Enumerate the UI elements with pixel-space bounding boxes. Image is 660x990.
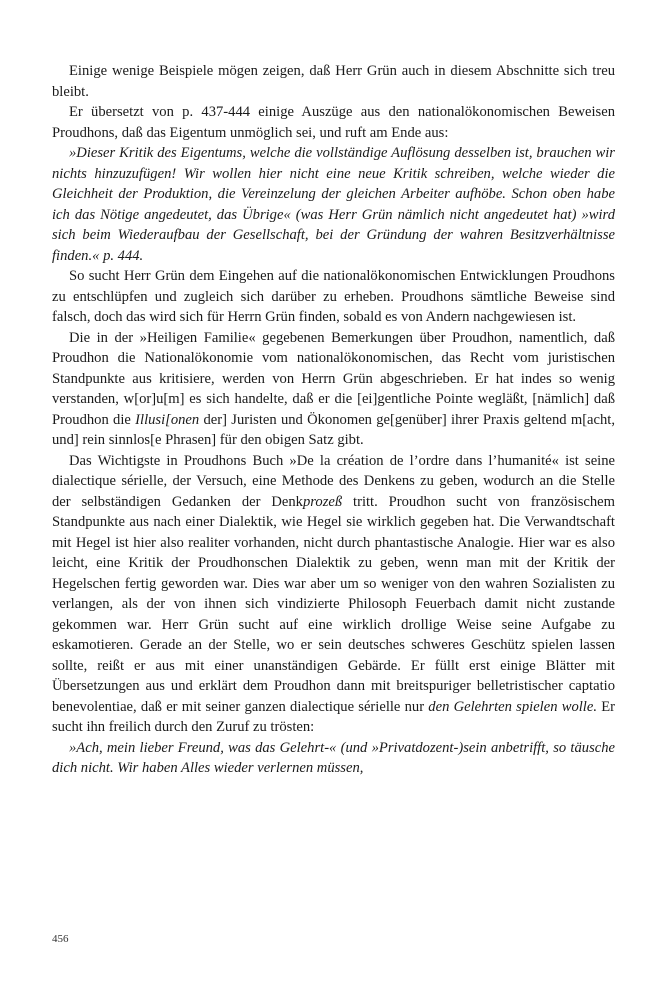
paragraph-3	[52, 266, 615, 328]
paragraph-5	[52, 451, 615, 738]
text-run: »Dieser Kritik des Eigentums, welche die vollständige Auflösung desselben ist, brauchen wir nichts hinzuzufügen! Wir wollen hier nicht eine neue Kritik schreiben, welche wieder die Gleichheit der Produktion, die Vereinzelung der gleichen Arbeiter aufhöbe. Schon oben habe ich das Nötige angedeutet, das Übrige« (was Herr Grün nämlich nicht angedeutet hat) »wird sich beim Wiederaufbau der Gesellschaft, bei der Gründung der wahren Besitzverhältnisse finden.« p. 444.	[52, 145, 615, 264]
text-run: So sucht Herr Grün dem Eingehen auf die nationalökonomischen Entwicklungen Proudhons zu entschlüpfen und zugleich sich darüber zu erheben. Proudhons sämtliche Beweise sind falsch, doch das wird sich für Herrn Grün finden, sobald es von Andern nachgewiesen ist.	[52, 268, 615, 325]
text-run: tritt. Proudhon sucht von französischem Standpunkte aus nach einer Dialektik, wie Hegel sie wirklich gegeben hat. Die Verwandtschaft mit Hegel ist hier also realiter vorhanden, nicht durch phantastische Analogie. Hier war es also leicht, eine Kritik der Proudhonschen Dialektik zu geben, wenn man mit der Kritik der Hegelschen fertig geworden war. Dies war aber um so weniger von den wahren Sozialisten zu verlangen, als der von ihnen sich vindizierte Philosoph Feuerbach damit nicht zustande gekommen war. Herr Grün sucht auf eine wirklich drollige Weise seine Aufgabe zu eskamotieren. Gerade an der Stelle, wo er sein deutsches schweres Geschütz spielen lassen sollte, reißt er aus mit einer unanständigen Gebärde. Er füllt erst einige Blätter mit Übersetzungen aus und erklärt dem Proudhon dann mit breitspuriger belletristischer captatio benevolentiae, daß er mit seiner ganzen dialectique sérielle nur	[52, 493, 615, 715]
page-number: 456	[52, 933, 69, 945]
block-quote-2	[52, 738, 615, 779]
text-run: Er übersetzt von p. 437-444 einige Auszüge aus den nationalökonomischen Beweisen Proudhons, daß das Eigentum unmöglich sei, und ruft am Ende aus:	[52, 104, 615, 141]
italic-run: prozeß	[302, 493, 343, 510]
block-quote-1	[52, 143, 615, 266]
page-body	[52, 61, 615, 779]
paragraph-1	[52, 61, 615, 102]
text-run: »Ach, mein lieber Freund, was das Gelehrt-« (und »Privatdozent-)sein anbetrifft, so täusche dich nicht. Wir haben Alles wieder verlernen müssen,	[52, 739, 615, 776]
paragraph-4	[52, 328, 615, 451]
text-run: Einige wenige Beispiele mögen zeigen, daß Herr Grün auch in diesem Abschnitte sich treu bleibt.	[52, 63, 615, 100]
italic-run: den Gelehrten spielen wolle.	[428, 698, 597, 715]
text-run: Die in der »Heiligen Familie« gegebenen Bemerkungen über Proudhon, namentlich, daß Proudhon die Nationalökonomie vom nationalökonomischen, das Recht vom juristischen Standpunkte aus kritisiere, werden von Herrn Grün abgeschrieben. Er hat indes so wenig verstanden, w[or]u[m] es sich handelte, daß er die [ei]gentliche Pointe wegläßt, [nämlich] daß Proudhon die	[52, 329, 615, 428]
paragraph-2	[52, 102, 615, 143]
text-run: Er sucht ihn freilich durch den Zuruf zu trösten:	[52, 698, 615, 735]
italic-run: Illusi[onen	[135, 411, 200, 428]
text-run: Das Wichtigste in Proudhons Buch »De la création de l’ordre dans l’humanité« ist seine dialectique sérielle, der Versuch, eine Methode des Denkens zu geben, wodurch an die Stelle der selbständigen Gedanken der Denk	[52, 452, 615, 510]
text-run: der] Juristen und Ökonomen ge[genüber] ihrer Praxis geltend m[acht, und] rein sinnlos[e Phrasen] für den obigen Satz gibt.	[52, 411, 616, 448]
